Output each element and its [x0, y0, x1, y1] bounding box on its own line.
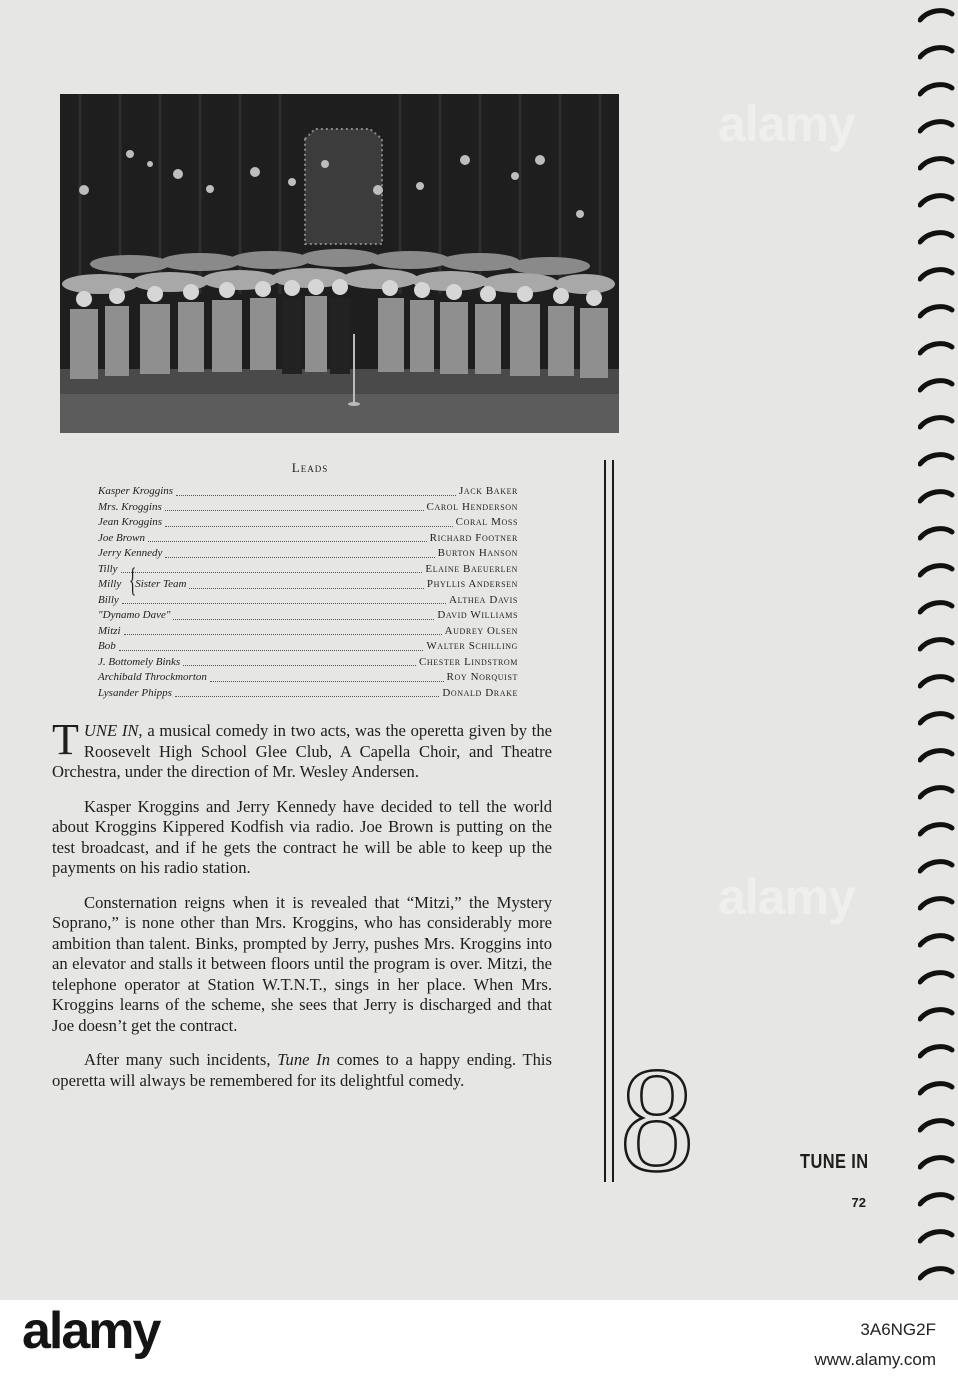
spiral-coil — [920, 603, 952, 612]
spiral-coil — [920, 418, 952, 427]
spiral-coil — [920, 1232, 952, 1241]
spiral-coil — [920, 899, 952, 908]
spiral-coil — [920, 862, 952, 871]
section-numeral — [612, 1050, 702, 1185]
actor-name: Richard Footner — [429, 531, 518, 544]
role-name: Mitzi — [98, 624, 121, 637]
leader-dots — [165, 526, 453, 527]
show-title-inline: UNE IN, — [83, 721, 143, 740]
actor-name: Phyllis Andersen — [426, 578, 518, 590]
cast-row — [98, 670, 518, 686]
cast-row — [98, 593, 518, 609]
spiral-coil — [920, 492, 952, 501]
actor-name: David Williams — [437, 609, 518, 621]
role-name: Kasper Kroggins — [98, 485, 174, 497]
spiral-coil — [920, 270, 952, 279]
role-name: Joe Brown — [98, 531, 145, 544]
leader-dots — [122, 603, 446, 604]
alamy-logo: alamy — [22, 1302, 160, 1360]
cast-row — [98, 655, 518, 671]
cast-list — [98, 484, 518, 701]
section-title: TUNE IN — [799, 1151, 868, 1173]
paragraph-ending-text: comes to a happy ending. This operetta will always be remembered for its delightful comedy. — [52, 1050, 553, 1090]
spiral-coil — [920, 196, 952, 205]
cast-row — [98, 546, 518, 562]
role-note: Sister Team — [135, 578, 187, 590]
cast-photograph — [60, 94, 619, 433]
actor-name: Elaine Baeuerlen — [425, 562, 518, 575]
actor-name: Audrey Olsen — [444, 624, 518, 637]
actor-name: Burton Hanson — [437, 547, 518, 559]
spiral-coil — [920, 1195, 952, 1204]
watermark: alamy — [718, 96, 855, 152]
actor-name: Jack Baker — [458, 485, 518, 497]
spiral-coil — [920, 529, 952, 538]
leader-dots — [173, 619, 434, 620]
spiral-coil — [920, 1158, 952, 1167]
spiral-coil — [920, 307, 952, 316]
spiral-coil — [920, 159, 952, 168]
paragraph-intro-text: a musical comedy in two acts, was the operetta given by the Roosevelt High School Glee Club, A Capella Choir, and Theatre Orchestra, under the direction of Mr. Wesley Andersen. — [52, 721, 553, 781]
spiral-coil — [920, 677, 952, 686]
leader-dots — [165, 557, 434, 558]
role-name: Jerry Kennedy — [98, 547, 163, 559]
actor-name: Donald Drake — [442, 686, 518, 699]
site-url: www.alamy.com — [814, 1350, 936, 1369]
spiral-coil — [920, 455, 952, 464]
synopsis — [52, 715, 553, 1105]
paragraph-intro — [52, 715, 553, 783]
spiral-coil — [920, 233, 952, 242]
cast-row — [98, 608, 518, 624]
role-name: J. Bottomely Binks — [98, 655, 181, 668]
spiral-coil — [920, 344, 952, 353]
spiral-coil — [920, 751, 952, 760]
spiral-coil — [920, 1047, 952, 1056]
watermark: alamy — [718, 869, 855, 925]
actor-name: Walter Schilling — [426, 640, 518, 652]
role-name: Milly — [98, 578, 122, 590]
actor-name: Roy Norquist — [446, 671, 518, 683]
actor-name: Coral Moss — [455, 516, 518, 528]
leader-dots — [119, 650, 424, 651]
cast-row — [98, 500, 518, 516]
leader-dots — [148, 541, 427, 542]
spiral-coil — [920, 11, 952, 20]
actor-name: Althea Davis — [449, 593, 518, 606]
sister-team-brace: { — [129, 562, 137, 599]
spiral-coil — [920, 788, 952, 797]
image-id: 3A6NG2F — [860, 1320, 936, 1339]
actor-name: Carol Henderson — [426, 500, 518, 513]
spiral-coil — [920, 85, 952, 94]
leader-dots — [210, 681, 444, 682]
paragraph-plot: Kasper Kroggins and Jerry Kennedy have decided to tell the world about Kroggins Kippered Kodfish via radio. Joe Brown is putting on the test broadcast, and if he gets the contract he will be able to keep up the payments on his radio station. — [52, 796, 552, 877]
cast-row — [98, 562, 518, 578]
leader-dots — [183, 665, 416, 666]
cast-row — [98, 577, 518, 593]
show-title-inline: Tune In — [277, 1050, 331, 1069]
paragraph-ending-start: After many such incidents, — [84, 1050, 278, 1069]
spiral-coil — [920, 1084, 952, 1093]
cast-row — [98, 686, 518, 702]
page-number: 72 — [851, 1195, 866, 1210]
spiral-coil — [920, 640, 952, 649]
cast-row — [98, 515, 518, 531]
section-numeral-glyph: 8 — [619, 1050, 695, 1180]
leader-dots — [124, 634, 442, 635]
cast-row — [98, 624, 518, 640]
spiral-coil — [920, 566, 952, 575]
role-name: Archibald Throckmorton — [98, 671, 207, 683]
spiral-coil — [920, 122, 952, 131]
cast-row — [98, 484, 518, 500]
cast-row — [98, 639, 518, 655]
paragraph-conflict: Consternation reigns when it is revealed that “Mitzi,” the Mystery Soprano,” is none other than Mrs. Kroggins, who has considerably more ambition than talent. Binks, prompted by Jerry, pushes Mrs. Kroggins into an elevator and stalls it between floors until the program is over. Mitzi, the telephone operator at Station W.T.N.T., sings in her place. When Mrs. Kroggins learns of the scheme, she sees that Jerry is discharged and that Joe doesn’t get the contract. — [52, 892, 552, 1035]
spiral-coil — [920, 825, 952, 834]
leader-dots — [176, 495, 456, 496]
role-name: Tilly — [98, 562, 118, 575]
spiral-coil — [920, 714, 952, 723]
role-name: Billy — [98, 593, 119, 606]
role-name: "Dynamo Dave" — [98, 609, 171, 621]
leader-dots — [165, 510, 424, 511]
leader-dots — [175, 696, 439, 697]
role-name: Jean Kroggins — [98, 516, 163, 528]
drop-cap: T — [52, 715, 79, 764]
leader-dots — [121, 572, 423, 573]
cast-row — [98, 531, 518, 547]
role-name: Mrs. Kroggins — [98, 500, 162, 513]
paragraph-ending — [52, 1050, 552, 1091]
spiral-coil — [920, 1121, 952, 1130]
leader-dots — [189, 588, 423, 589]
spiral-coil — [920, 1010, 952, 1019]
spiral-coil — [920, 936, 952, 945]
actor-name: Chester Lindstrom — [418, 655, 518, 668]
role-name: Bob — [98, 640, 116, 652]
vertical-rule — [604, 460, 606, 1182]
spiral-binding — [918, 0, 958, 1300]
spiral-coil — [920, 381, 952, 390]
spiral-coil — [920, 1269, 952, 1278]
spiral-coil — [920, 973, 952, 982]
spiral-coil — [920, 48, 952, 57]
role-name: Lysander Phipps — [98, 686, 172, 699]
leads-heading: Leads — [291, 460, 329, 475]
